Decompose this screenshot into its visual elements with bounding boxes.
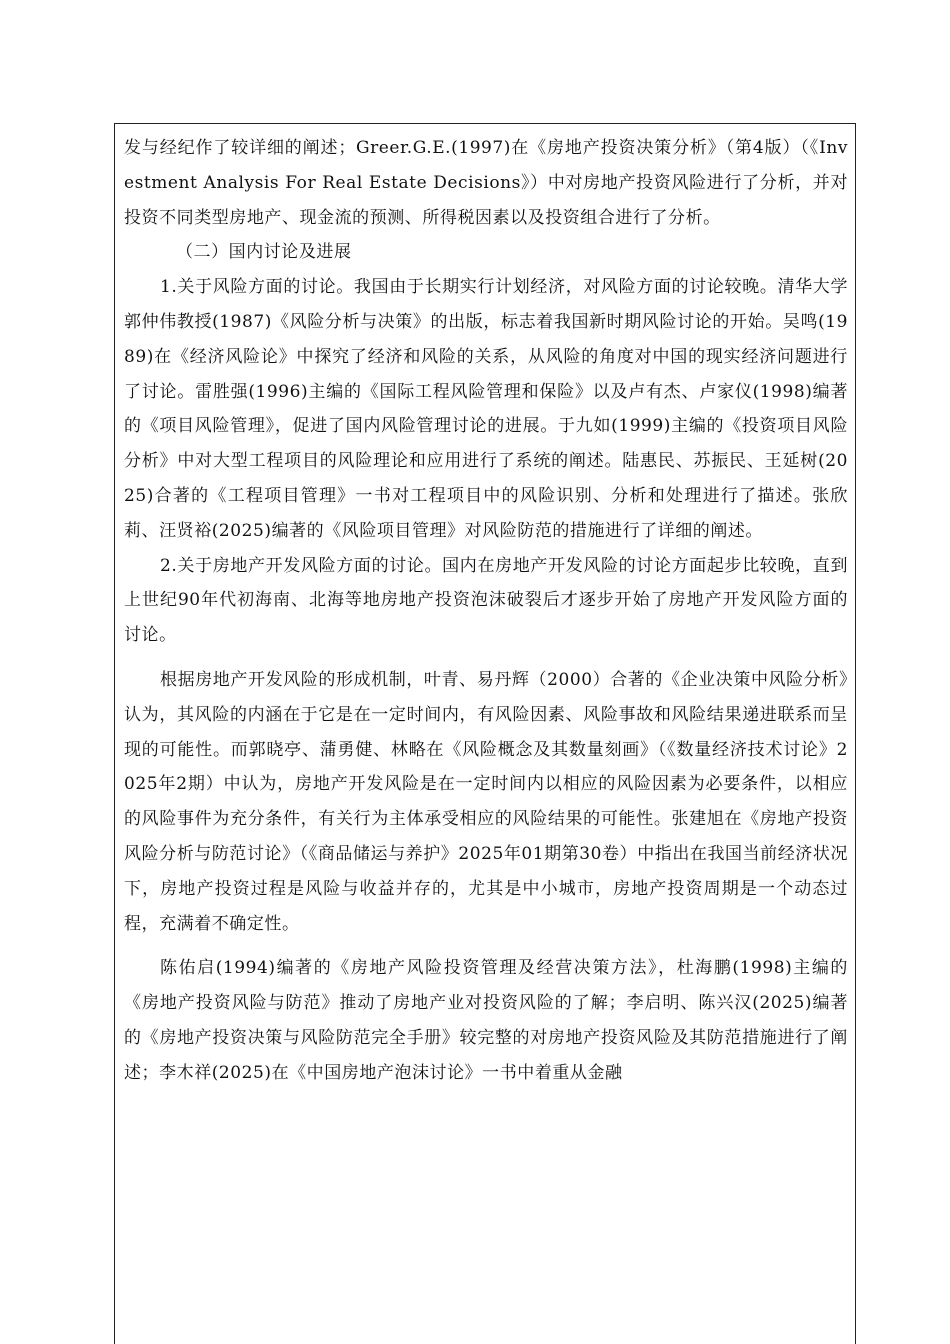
paragraph-literature: 陈佑启(1994)编著的《房地产风险投资管理及经营决策方法》，杜海鹏(1998)主编的《房地产投资风险与防范》推动了房地产业对投资风险的了解；李启明、陈兴汉(2025)编著的《房地产投资决策与风险防范完全手册》较完整的对房地产投资风险及其防范措施进行了阐述；李木祥(2025)在《中国房地产泡沫讨论》一书中着重从金融 [124, 958, 848, 1083]
document-body [124, 131, 848, 1091]
paragraph-risk-mechanism: 根据房地产开发风险的形成机制，叶青、易丹辉（2000）合著的《企业决策中风险分析》认为，其风险的内涵在于它是在一定时间内，有风险因素、风险事故和风险结果递进联系而呈现的可能性。而郭晓亭、蒲勇健、林略在《风险概念及其数量刻画》（《数量经济技术讨论》2025年2期）中认为，房地产开发风险是在一定时间内以相应的风险因素为必要条件，以相应的风险事件为充分条件，有关行为主体承受相应的风险结果的可能性。张建旭在《房地产投资风险分析与防范讨论》（《商品储运与养护》2025年01期第30卷）中指出在我国当前经济状况下，房地产投资过程是风险与收益并存的，尤其是中小城市，房地产投资周期是一个动态过程，充满着不确定性。 [124, 669, 848, 934]
section-heading-domestic: （二）国内讨论及进展 [176, 242, 352, 263]
paragraph-risk-research: 1.关于风险方面的讨论。我国由于长期实行计划经济，对风险方面的讨论较晚。清华大学郭仲伟教授(1987)《风险分析与决策》的出版，标志着我国新时期风险讨论的开始。吴鸣(1989)在《经济风险论》中探究了经济和风险的关系，从风险的角度对中国的现实经济问题进行了讨论。雷胜强(1996)主编的《国际工程风险管理和保险》以及卢有杰、卢家仪(1998)编著的《项目风险管理》，促进了国内风险管理讨论的进展。于九如(1999)主编的《投资项目风险分析》中对大型工程项目的风险理论和应用进行了系统的阐述。陆惠民、苏振民、王延树(2025)合著的《工程项目管理》一书对工程项目中的风险识别、分析和处理进行了描述。张欣莉、汪贤裕(2025)编著的《风险项目管理》对风险防范的措施进行了详细的阐述。 [124, 277, 848, 541]
paragraph-gap [124, 653, 848, 663]
paragraph-gap [124, 941, 848, 951]
paragraph-real-estate-risk: 2.关于房地产开发风险方面的讨论。国内在房地产开发风险的讨论方面起步比较晚，直到上世纪90年代初海南、北海等地房地产投资泡沫破裂后才逐步开始了房地产开发风险方面的讨论。 [124, 555, 848, 646]
paragraph-foreign-research-continued: 发与经纪作了较详细的阐述；Greer.G.E.(1997)在《房地产投资决策分析》（第4版）（《Investment Analysis For Real Estate Decisions》）中对房地产投资风险进行了分析，并对投资不同类型房地产、现金流的预测、所得税因素以及投资组合进行了分析。 [124, 138, 848, 228]
